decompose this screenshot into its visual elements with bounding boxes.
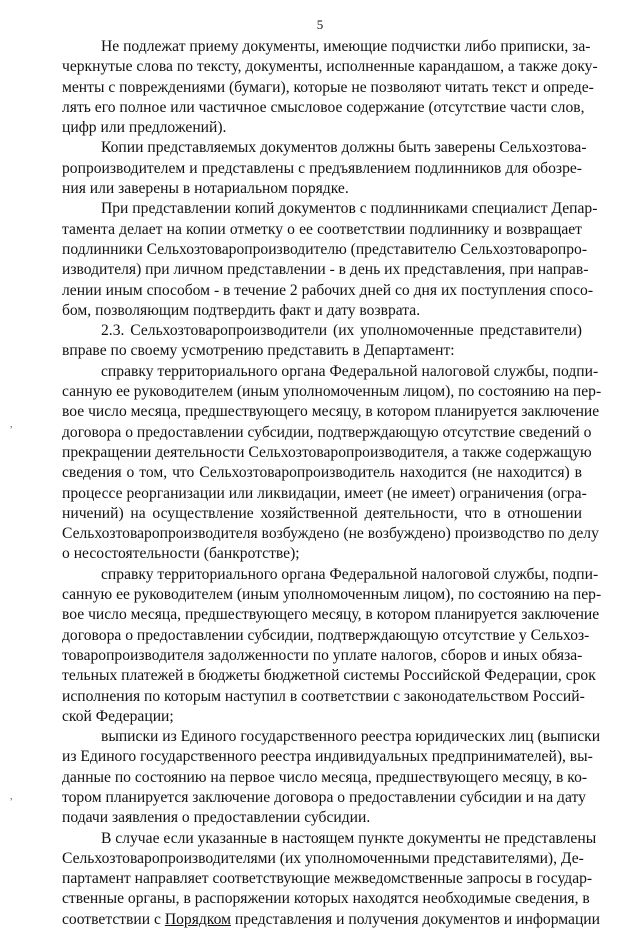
paragraph: [62, 362, 602, 565]
margin-mark: ,: [10, 419, 13, 430]
paragraph: [62, 37, 598, 138]
document-body: [62, 37, 602, 930]
text-line: [62, 910, 601, 930]
text-line: ской Федерации;: [62, 707, 174, 725]
text-line: процессе реорганизации или ликвидации, имеет (не имеет) ограничения (огра-: [62, 484, 587, 502]
text-line: из Единого государственного реестра индивидуальных предпринимателей), вы-: [62, 748, 593, 766]
text-line: о несостоятельности (банкротстве);: [62, 545, 300, 563]
text-fragment: соответствии с: [62, 910, 165, 928]
text-line: санную ее руководителем (иным уполномоченным лицом), по состоянию на пер-: [62, 586, 602, 604]
text-line: вправе по своему усмотрению представить в Департамент:: [62, 342, 455, 360]
text-line: тором планируется заключение договора о предоставлении субсидии и на дату: [62, 788, 586, 806]
text-line: партамент направляет соответствующие межведомственные запросы в государ-: [62, 870, 593, 888]
paragraph: [62, 321, 582, 362]
text-line: Сельхозтоваропроизводителя возбуждено (не возбуждено) производство по делу: [62, 525, 599, 543]
text-line: договора о предоставлении субсидии, подтверждающую отсутствие сведений о: [62, 423, 592, 441]
page-number: 5: [316, 17, 324, 32]
text-line: договора о предоставлении субсидии, подтверждающую отсутствие у Сельхоз-: [62, 626, 590, 644]
text-line: В случае если указанные в настоящем пункте документы не представлены: [101, 829, 597, 847]
margin-mark: ,: [10, 791, 13, 802]
paragraph: [62, 138, 587, 199]
text-line: Копии представляемых документов должны быть заверены Сельхозтова-: [101, 139, 587, 157]
paragraph: [62, 727, 601, 828]
text-line: ния или заверены в нотариальном порядке.: [62, 180, 349, 198]
text-line: справку территориального органа Федеральной налоговой службы, подпи-: [101, 565, 599, 583]
text-line: справку территориального органа Федеральной налоговой службы, подпи-: [101, 362, 599, 380]
text-fragment: представления и получения документов и информации: [230, 910, 601, 928]
text-line: подачи заявления о предоставлении субсидии.: [62, 809, 371, 827]
paragraph: [62, 829, 601, 930]
text-line: прекращении деятельности Сельхозтоваропроизводителя, а также содержащую: [62, 443, 592, 461]
text-line: Сельхозтоваропроизводителями (их уполномоченными представителями), Де-: [62, 849, 584, 867]
text-line: сведения о том, что Сельхозтоваропроизводитель находится (не находится) в: [62, 464, 582, 482]
text-line: черкнутые слова по тексту, документы, исполненные карандашом, а также доку-: [62, 58, 598, 76]
paragraph: [62, 565, 602, 727]
text-line: лять его полное или частичное смысловое содержание (отсутствие части слов,: [62, 98, 585, 116]
text-line: вое число месяца, предшествующего месяцу, в котором планируется заключение: [62, 403, 600, 421]
text-line: менты с повреждениями (бумаги), которые не позволяют читать текст и опреде-: [62, 78, 594, 96]
text-line: цифр или предложений).: [62, 119, 227, 137]
text-line: данные по состоянию на первое число месяца, предшествующего месяцу, в ко-: [62, 768, 588, 786]
paragraph: [62, 199, 598, 321]
text-line: При представлении копий документов с подлинниками специалист Депар-: [101, 200, 598, 218]
text-line: Не подлежат приему документы, имеющие подчистки либо приписки, за-: [101, 38, 591, 55]
text-line: изводителя) при личном представлении - в день их представления, при направ-: [62, 261, 589, 279]
text-line: бом, позволяющим подтвердить факт и дату возврата.: [62, 301, 421, 319]
text-line: подлинники Сельхозтоваропроизводителю (представителю Сельхозтоваропро-: [62, 240, 588, 258]
text-line: ственные органы, в распоряжении которых находятся необходимые сведения, в: [62, 890, 590, 908]
text-line: лении иным способом - в течение 2 рабочих дней со дня их поступления спосо-: [62, 281, 594, 299]
text-line: вое число месяца, предшествующего месяцу, в котором планируется заключение: [62, 606, 600, 624]
text-line: выписки из Единого государственного реестра юридических лиц (выписки: [101, 728, 601, 746]
text-line: санную ее руководителем (иным уполномоченным лицом), по состоянию на пер-: [62, 383, 602, 401]
text-line: товаропроизводителя задолженности по уплате налогов, сборов и иных обяза-: [62, 646, 583, 664]
text-line: 2.3. Сельхозтоваропроизводители (их уполномоченные представители): [101, 322, 582, 340]
text-line: ничений) на осуществление хозяйственной деятельности, что в отношении: [62, 504, 582, 522]
text-line: тамента делает на копии отметку о ее соответствии подлиннику и возвращает: [62, 220, 582, 238]
text-line: ропроизводителем и представлены с предъявлением подлинников для обозре-: [62, 159, 582, 177]
text-line: исполнения по которым наступил в соответствии с законодательством Россий-: [62, 687, 585, 705]
procedure-link[interactable]: Порядком: [164, 910, 231, 928]
text-line: тельных платежей в бюджеты бюджетной системы Российской Федерации, срок: [62, 667, 596, 685]
